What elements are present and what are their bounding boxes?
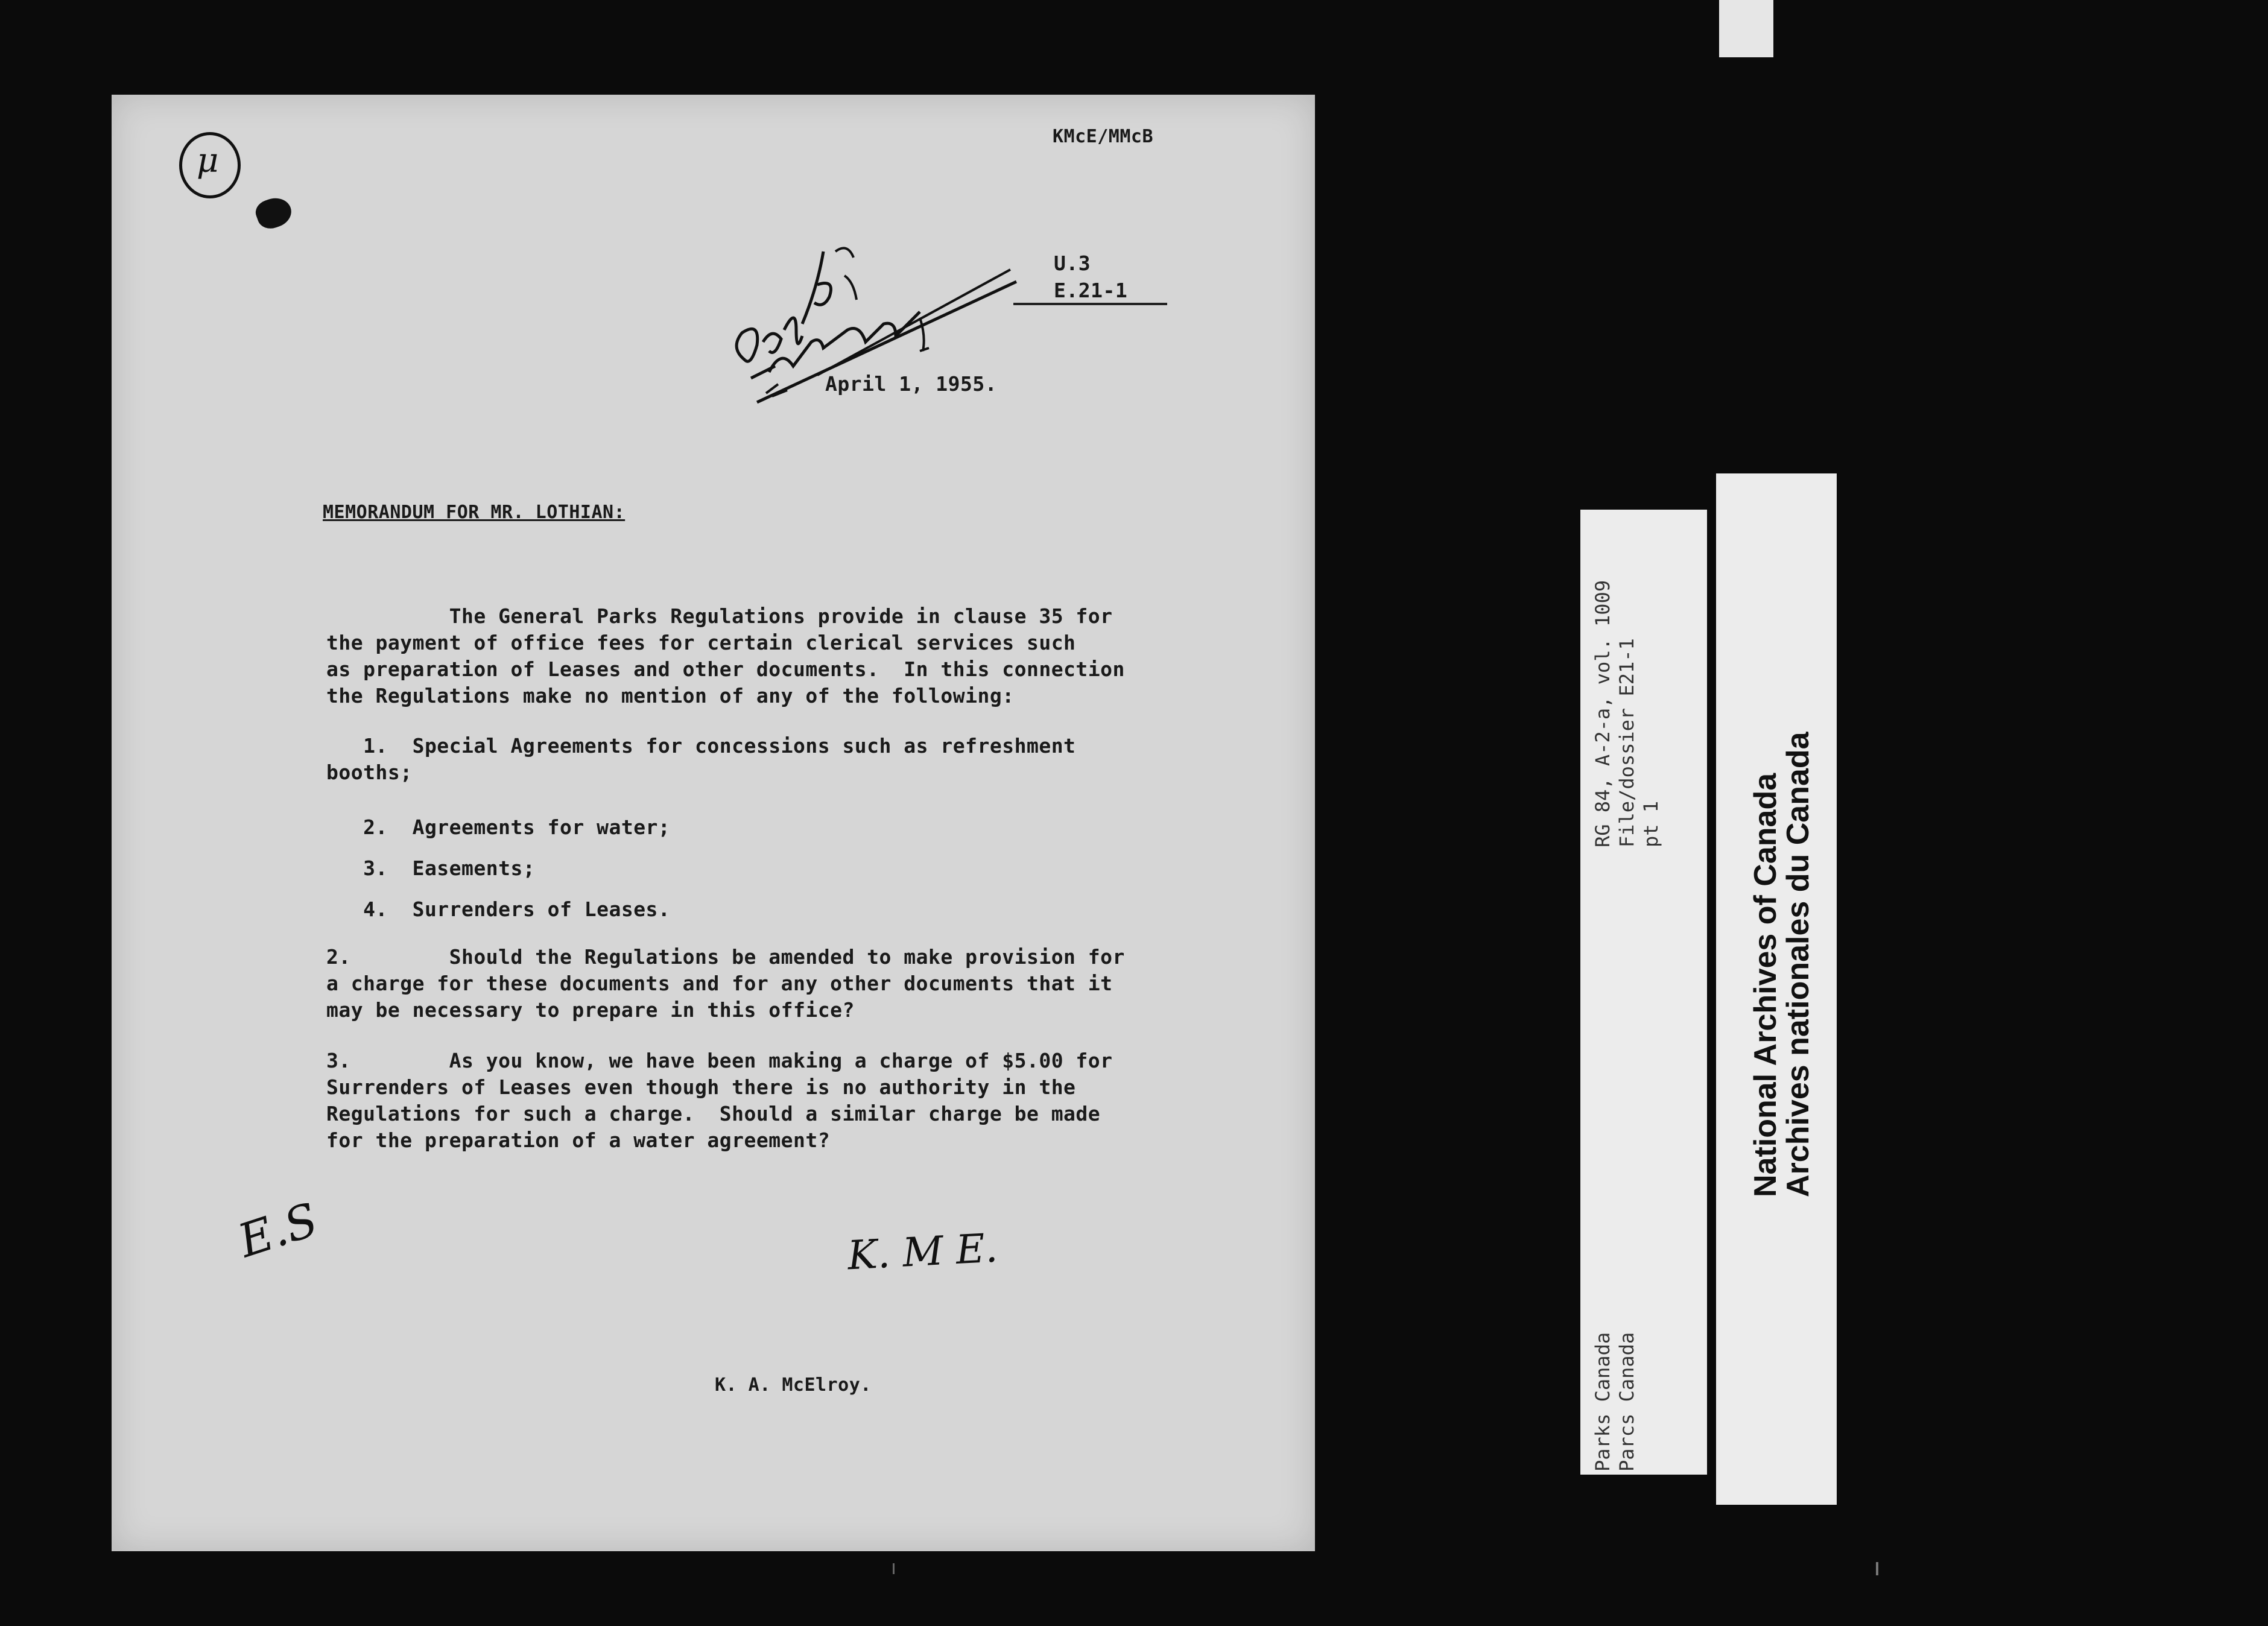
paragraph-1-line: the Regulations make no mention of any of the following: bbox=[326, 684, 1015, 707]
list-item-2: 2. Agreements for water; bbox=[326, 815, 671, 839]
list-item-1: 1. Special Agreements for concessions such as refreshment bbox=[326, 734, 1076, 758]
institution-name-english: National Archives of Canada bbox=[1748, 773, 1783, 1197]
top-paper-tab bbox=[1719, 0, 1773, 57]
file-number-2: E.21-1 bbox=[1054, 279, 1128, 302]
file-number-1: U.3 bbox=[1054, 251, 1091, 275]
paragraph-1-line: The General Parks Regulations provide in clause 35 for bbox=[326, 604, 1113, 628]
paragraph-2-line: may be necessary to prepare in this office? bbox=[326, 998, 855, 1022]
list-item-3: 3. Easements; bbox=[326, 856, 536, 880]
archive-reference-label bbox=[1580, 510, 1707, 1475]
institution-name-french: Archives nationales du Canada bbox=[1781, 732, 1816, 1197]
list-item-4: 4. Surrenders of Leases. bbox=[326, 897, 671, 921]
archive-agency-line-1: Parks Canada bbox=[1591, 1332, 1614, 1472]
memo-date: April 1, 1955. bbox=[825, 372, 998, 396]
signatory-name: K. A. McElroy. bbox=[715, 1375, 872, 1396]
paragraph-2-line: a charge for these documents and for any other documents that it bbox=[326, 972, 1113, 995]
ink-blot bbox=[253, 194, 296, 233]
paragraph-1-line: the payment of office fees for certain clerical services such bbox=[326, 631, 1076, 654]
paragraph-3-line: 3. As you know, we have been making a charge of $5.00 for bbox=[326, 1049, 1113, 1072]
archive-reference-line-2: File/dossier E21-1 bbox=[1615, 638, 1638, 847]
stray-mark bbox=[893, 1563, 895, 1574]
reference-initials: KMcE/MMcB bbox=[1053, 126, 1154, 147]
paragraph-3-line: Regulations for such a charge. Should a similar charge be made bbox=[326, 1102, 1101, 1125]
file-number-underline bbox=[1013, 303, 1167, 305]
archive-agency-line-2: Parcs Canada bbox=[1615, 1332, 1638, 1472]
circled-number bbox=[179, 132, 241, 198]
list-item-1-continued: booths; bbox=[326, 761, 413, 784]
memo-page bbox=[112, 95, 1315, 1551]
paragraph-3-line: for the preparation of a water agreement? bbox=[326, 1128, 831, 1152]
handwritten-signature: K. M E. bbox=[846, 1224, 999, 1279]
margin-note: E.S bbox=[232, 1192, 325, 1268]
memo-heading: MEMORANDUM FOR MR. LOTHIAN: bbox=[323, 502, 626, 523]
stray-mark bbox=[1876, 1562, 1878, 1575]
circled-number-text: μ bbox=[197, 141, 219, 180]
paragraph-2-line: 2. Should the Regulations be amended to make provision for bbox=[326, 945, 1125, 969]
paragraph-1-line: as preparation of Leases and other documents. In this connection bbox=[326, 657, 1125, 681]
archive-reference-line-3: pt 1 bbox=[1639, 800, 1662, 847]
national-archives-label bbox=[1716, 473, 1837, 1505]
archive-reference-line-1: RG 84, A-2-a, vol. 1009 bbox=[1591, 580, 1614, 847]
paragraph-3-line: Surrenders of Leases even though there is no authority in the bbox=[326, 1075, 1076, 1099]
